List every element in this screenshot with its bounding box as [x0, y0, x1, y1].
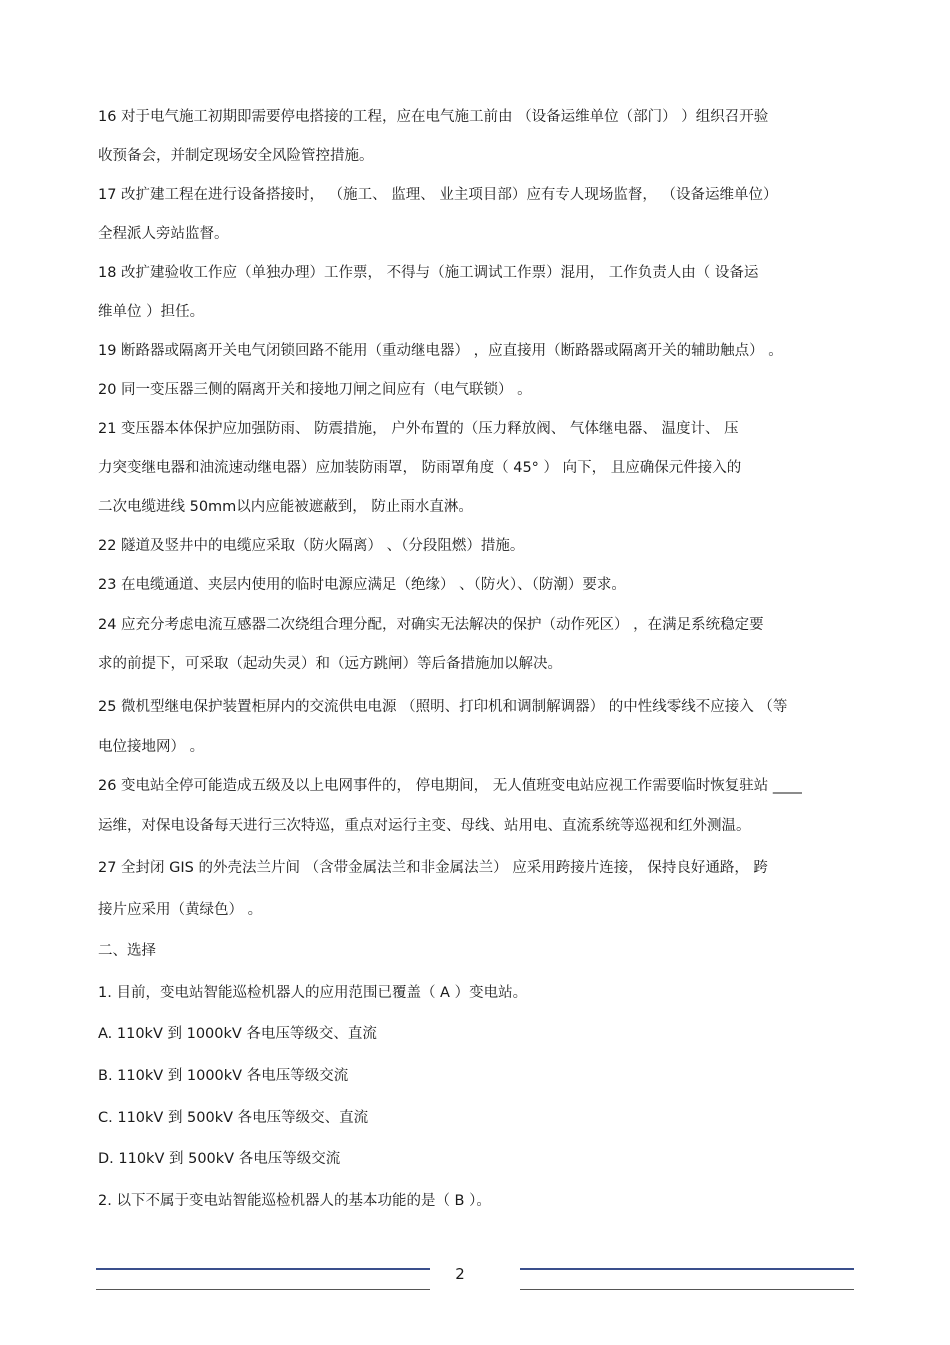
- option-a: A. 110kV 到 1000kV 各电压等级交、直流: [98, 1026, 377, 1042]
- text-line-q22: 22 隧道及竖井中的电缆应采取（防火隔离） 、（分段阻燃）措施。: [98, 538, 525, 554]
- option-c: C. 110kV 到 500kV 各电压等级交、直流: [98, 1110, 369, 1126]
- text-line-q23: 23 在电缆通道、夹层内使用的临时电源应满足（绝缘） 、（防火）、（防潮）要求。: [98, 577, 626, 593]
- text-line-q17-a: 17 改扩建工程在进行设备搭接时， （施工、 监理、 业主项目部）应有专人现场监督， （设备运维单位）: [98, 187, 778, 203]
- text-line-q27-b: 接片应采用（黄绿色） 。: [98, 902, 263, 918]
- text-line-q17-b: 全程派人旁站监督。: [98, 226, 229, 242]
- text-line-q18-b: 维单位 ）担任。: [98, 304, 205, 320]
- text-line-q16-b: 收预备会，并制定现场安全风险管控措施。: [98, 148, 374, 164]
- text-line-q25-a: 25 微机型继电保护装置柜屏内的交流供电电源 （照明、打印机和调制解调器） 的中性线零线不应接入 （等: [98, 699, 788, 715]
- option-d: D. 110kV 到 500kV 各电压等级交流: [98, 1151, 341, 1167]
- text-line-q21-c: 二次电缆进线 50mm以内应能被遮蔽到， 防止雨水直淋。: [98, 499, 473, 515]
- footer-rule-right-bottom: [520, 1289, 854, 1290]
- text-line-q16-a: 16 对于电气施工初期即需要停电搭接的工程，应在电气施工前由 （设备运维单位（部门） ）组织召开验: [98, 109, 769, 125]
- footer-rule-left-bottom: [96, 1289, 430, 1290]
- footer-rule-right-top: [520, 1268, 854, 1270]
- text-line-q25-b: 电位接地网） 。: [98, 739, 205, 755]
- text-line-q21-b: 力突变继电器和油流速动继电器）应加装防雨罩， 防雨罩角度（ 45° ） 向下， 且应确保元件接入的: [98, 460, 742, 476]
- text-line-q20: 20 同一变压器三侧的隔离开关和接地刀闸之间应有（电气联锁） 。: [98, 382, 532, 398]
- text-line-q27-a: 27 全封闭 GIS 的外壳法兰片间 （含带金属法兰和非金属法兰） 应采用跨接片连接， 保持良好通路， 跨: [98, 860, 768, 876]
- text-line-q19: 19 断路器或隔离开关电气闭锁回路不能用（重动继电器） ，应直接用（断路器或隔离开关的辅助触点） 。: [98, 343, 783, 359]
- option-b: B. 110kV 到 1000kV 各电压等级交流: [98, 1068, 349, 1084]
- footer-rule-left-top: [96, 1268, 430, 1270]
- section-heading-choice: 二、选择: [98, 943, 156, 959]
- text-line-q26-b: 运维，对保电设备每天进行三次特巡，重点对运行主变、母线、站用电、直流系统等巡视和红外测温。: [98, 818, 751, 834]
- question-2: 2. 以下不属于变电站智能巡检机器人的基本功能的是（ B ）。: [98, 1193, 491, 1209]
- text-line-q24-a: 24 应充分考虑电流互感器二次绕组合理分配，对确实无法解决的保护（动作死区） ，在满足系统稳定要: [98, 617, 764, 633]
- text-line-q18-a: 18 改扩建验收工作应（单独办理）工作票， 不得与（施工调试工作票）混用， 工作负责人由（ 设备运: [98, 265, 759, 281]
- text-line-q26-a: 26 变电站全停可能造成五级及以上电网事件的， 停电期间， 无人值班变电站应视工作需要临时恢复驻站 ____: [98, 778, 802, 794]
- question-1: 1. 目前，变电站智能巡检机器人的应用范围已覆盖（ A ）变电站。: [98, 985, 528, 1001]
- text-line-q21-a: 21 变压器本体保护应加强防雨、 防震措施， 户外布置的（压力释放阀、 气体继电器、 温度计、 压: [98, 421, 739, 437]
- page-number: 2: [455, 1265, 465, 1283]
- text-line-q24-b: 求的前提下，可采取（起动失灵）和（远方跳闸）等后备措施加以解决。: [98, 656, 562, 672]
